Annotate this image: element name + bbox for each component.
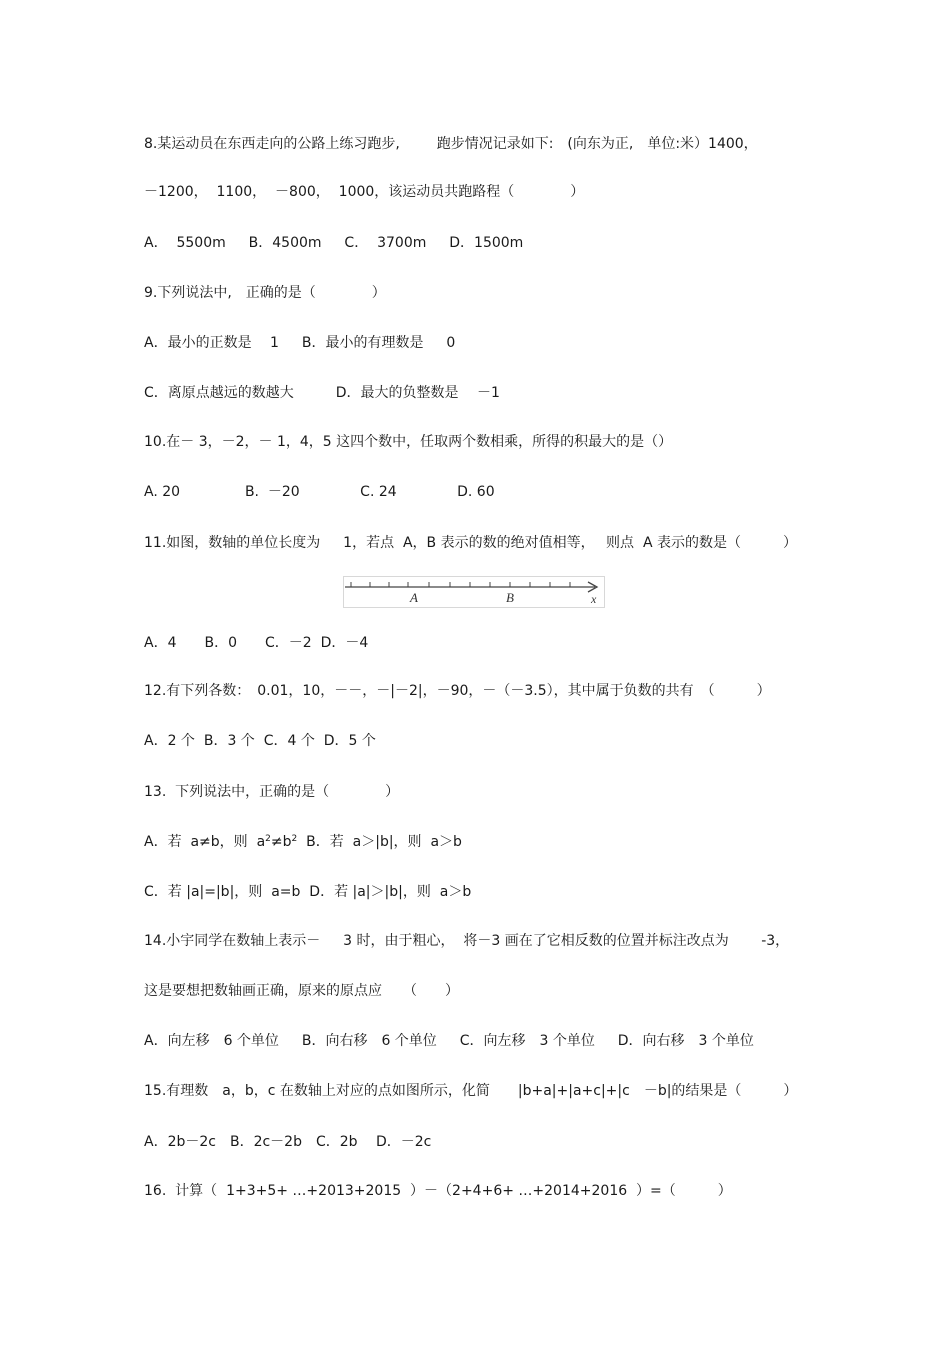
figure-border: [344, 577, 605, 608]
q13a-exponent-2: 2: [291, 834, 298, 844]
question-12-stem: 12.有下列各数： 0.01，10，－－，－|－2|，－90，－（－3.5），其中属于负数的共有 （ ）: [144, 683, 771, 699]
question-15-stem: 15.有理数 a，b，c 在数轴上对应的点如图所示，化简 |b+a|+|a+c|+|c －b|的结果是（ ）: [144, 1083, 798, 1099]
question-8-options: A． 5500m B．4500m C． 3700m D．1500m: [144, 235, 524, 251]
question-13-stem: 13. 下列说法中，正确的是（ ）: [144, 784, 400, 800]
question-10-stem: 10.在－ 3，－2，－ 1，4，5 这四个数中，任取两个数相乘，所得的积最大的是（）: [144, 434, 673, 450]
q13a-suffix: B．若 a＞|b|，则 a＞b: [297, 834, 462, 850]
number-line-svg: [343, 576, 605, 608]
question-11-options: A．4 B．0 C．－2 D．－4: [144, 635, 369, 651]
number-line-figure: [343, 576, 605, 608]
question-9-options-cd: C．离原点越远的数越大 D．最大的负整数是 －1: [144, 385, 500, 401]
question-13-options-ab: [144, 832, 462, 852]
axis-x-label: x: [591, 592, 597, 606]
question-14-line-1: 14.小宇同学在数轴上表示－ 3 时，由于粗心， 将－3 画在了它相反数的位置并标注改点为 -3，: [144, 933, 790, 949]
question-9-stem: 9.下列说法中, 正确的是（ ）: [144, 285, 386, 301]
question-12-options: A．2 个 B．3 个 C．4 个 D．5 个: [144, 733, 376, 749]
q13a-mid: ≠b: [270, 834, 292, 850]
question-9-options-ab: A．最小的正数是 1 B．最小的有理数是 0: [144, 335, 456, 351]
question-13-options-cd: C．若 |a|=|b|，则 a=b D．若 |a|＞|b|，则 a＞b: [144, 884, 472, 900]
question-8-line-1: 8.某运动员在东西走向的公路上练习跑步, 跑步情况记录如下: (向东为正, 单位:米）1400，: [144, 136, 758, 152]
question-10-options: A. 20 B. －20 C. 24 D. 60: [144, 484, 495, 500]
q13a-exponent-1: 2: [265, 834, 271, 844]
point-a-label: A: [410, 590, 418, 605]
question-14-line-2: 这是要想把数轴画正确，原来的原点应 （ ）: [144, 983, 459, 999]
question-8-line-2: －1200， 1100， －800， 1000，该运动员共跑路程（ ）: [144, 184, 585, 200]
question-16-stem: 16. 计算（ 1+3+5+ …+2013+2015 ）－（2+4+6+ …+2014+2016 ）=（ ）: [144, 1183, 732, 1199]
question-14-options: A．向左移 6 个单位 B．向右移 6 个单位 C．向左移 3 个单位 D．向右移 3 个单位: [144, 1033, 754, 1049]
point-b-label: B: [506, 590, 514, 605]
question-11-stem: 11.如图，数轴的单位长度为 1，若点 A，B 表示的数的绝对值相等， 则点 A 表示的数是（ ）: [144, 535, 797, 551]
question-15-options: A．2b－2c B．2c－2b C．2b D．－2c: [144, 1134, 432, 1150]
axis-ticks: [351, 582, 570, 587]
q13a-prefix: A．若 a≠b，则 a: [144, 834, 266, 850]
